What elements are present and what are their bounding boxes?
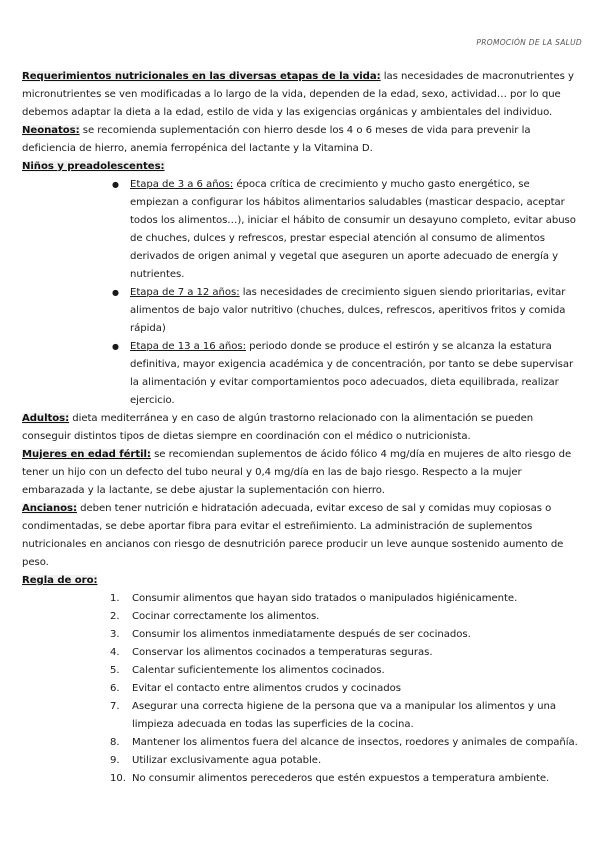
golden-rules-list [22,590,578,788]
rule-text: Consumir los alimentos inmediatamente después de ser cocinados. [132,629,471,640]
list-item [110,698,578,734]
page-header: PROMOCIÓN DE LA SALUD [476,38,582,47]
list-number: 7. [110,701,120,712]
stage-text: las necesidades de crecimiento siguen siendo prioritarias, evitar alimentos de bajo valor nutritivo (chuches, dulces, refrescos, aperitivos fritos y comida rápida) [130,287,566,334]
list-item [110,590,578,608]
document-body [22,68,578,788]
adultos-text: dieta mediterránea y en caso de algún trastorno relacionado con la alimentación se pueden conseguir distintos tipos de dietas siempre en coordinación con el médico o nutricionista. [22,413,534,442]
mujeres-text: se recomiendan suplementos de ácido fólico 4 mg/día en mujeres de alto riesgo de tener un hijo con un defecto del tubo neural y 0,4 mg/día en las de bajo riesgo. Respecto a la mujer embarazada y la lactante, se debe ajustar la suplementación con hierro. [22,449,572,496]
list-number: 5. [110,665,120,676]
list-item [112,338,578,410]
list-item [112,176,578,284]
rule-text: Mantener los alimentos fuera del alcance de insectos, roedores y animales de compañía. [132,737,578,748]
ancianos-text: deben tener nutrición e hidratación adecuada, evitar exceso de sal y comidas muy copiosas o condimentadas, se debe aportar fibra para evitar el estreñimiento. La administración de suplementos nutricionales en ancianos con riesgo de desnutrición parece producir un leve aunque sostenido aumento de peso. [22,503,564,568]
adultos-heading: Adultos: [22,413,70,424]
mujeres-paragraph [22,446,578,500]
list-item [110,734,578,752]
rule-text: Utilizar exclusivamente agua potable. [132,755,322,766]
list-number: 4. [110,647,120,658]
rule-text: Asegurar una correcta higiene de la persona que va a manipular los alimentos y una limpieza adecuada en todas las superficies de la cocina. [132,701,556,730]
list-item [112,284,578,338]
ninos-paragraph [22,158,578,176]
stage-label: Etapa de 3 a 6 años: [130,179,234,190]
list-number: 1. [110,593,120,604]
neonatos-text: se recomienda suplementación con hierro desde los 4 o 6 meses de vida para prevenir la deficiencia de hierro, anemia ferropénica del lactante y la Vitamina D. [22,125,531,154]
list-item [110,752,578,770]
list-number: 6. [110,683,120,694]
list-item [110,644,578,662]
ancianos-paragraph [22,500,578,572]
list-number: 10. [110,773,126,784]
intro-heading: Requerimientos nutricionales en las diversas etapas de la vida: [22,71,381,82]
list-item [110,770,578,788]
rule-text: No consumir alimentos perecederos que estén expuestos a temperatura ambiente. [132,773,550,784]
rule-text: Evitar el contacto entre alimentos crudos y cocinados [132,683,401,694]
stage-text: época crítica de crecimiento y mucho gasto energético, se empiezan a configurar los hábitos alimentarios saludables (masticar despacio, aceptar todos los alimentos…), iniciar el hábito de consumir un desayuno completo, evitar abuso de chuches, dulces y refrescos, prestar especial atención al consumo de alimentos derivados de origen animal y vegetal que aseguren un aporte adecuado de energía y nutrientes. [130,179,576,280]
mujeres-heading: Mujeres en edad fértil: [22,449,151,460]
adultos-paragraph [22,410,578,446]
list-number: 8. [110,737,120,748]
list-item [110,662,578,680]
ninos-stage-list [22,176,578,410]
rule-text: Consumir alimentos que hayan sido tratados o manipulados higiénicamente. [132,593,518,604]
ancianos-heading: Ancianos: [22,503,77,514]
list-item [110,608,578,626]
stage-label: Etapa de 13 a 16 años: [130,341,246,352]
rule-text: Calentar suficientemente los alimentos cocinados. [132,665,385,676]
stage-text: periodo donde se produce el estirón y se alcanza la estatura definitiva, mayor exigencia académica y de concentración, por tanto se debe supervisar la alimentación y evitar comportamientos poco adecuados, dieta equilibrada, realizar ejercicio. [130,341,574,406]
ninos-heading: Niños y preadolescentes: [22,161,165,172]
reglas-paragraph [22,572,578,590]
list-number: 3. [110,629,120,640]
neonatos-paragraph [22,122,578,158]
list-item [110,680,578,698]
reglas-heading: Regla de oro: [22,575,98,586]
list-number: 9. [110,755,120,766]
rule-text: Conservar los alimentos cocinados a temperaturas seguras. [132,647,433,658]
stage-label: Etapa de 7 a 12 años: [130,287,240,298]
intro-text: las necesidades de macronutrientes y micronutrientes se ven modificadas a lo largo de la vida, dependen de la edad, sexo, actividad… por lo que debemos adaptar la dieta a la edad, estilo de vida y las exigencias orgánicas y ambientales del individuo. [22,71,574,118]
list-number: 2. [110,611,120,622]
intro-paragraph [22,68,578,122]
list-item [110,626,578,644]
rule-text: Cocinar correctamente los alimentos. [132,611,320,622]
neonatos-heading: Neonatos: [22,125,80,136]
